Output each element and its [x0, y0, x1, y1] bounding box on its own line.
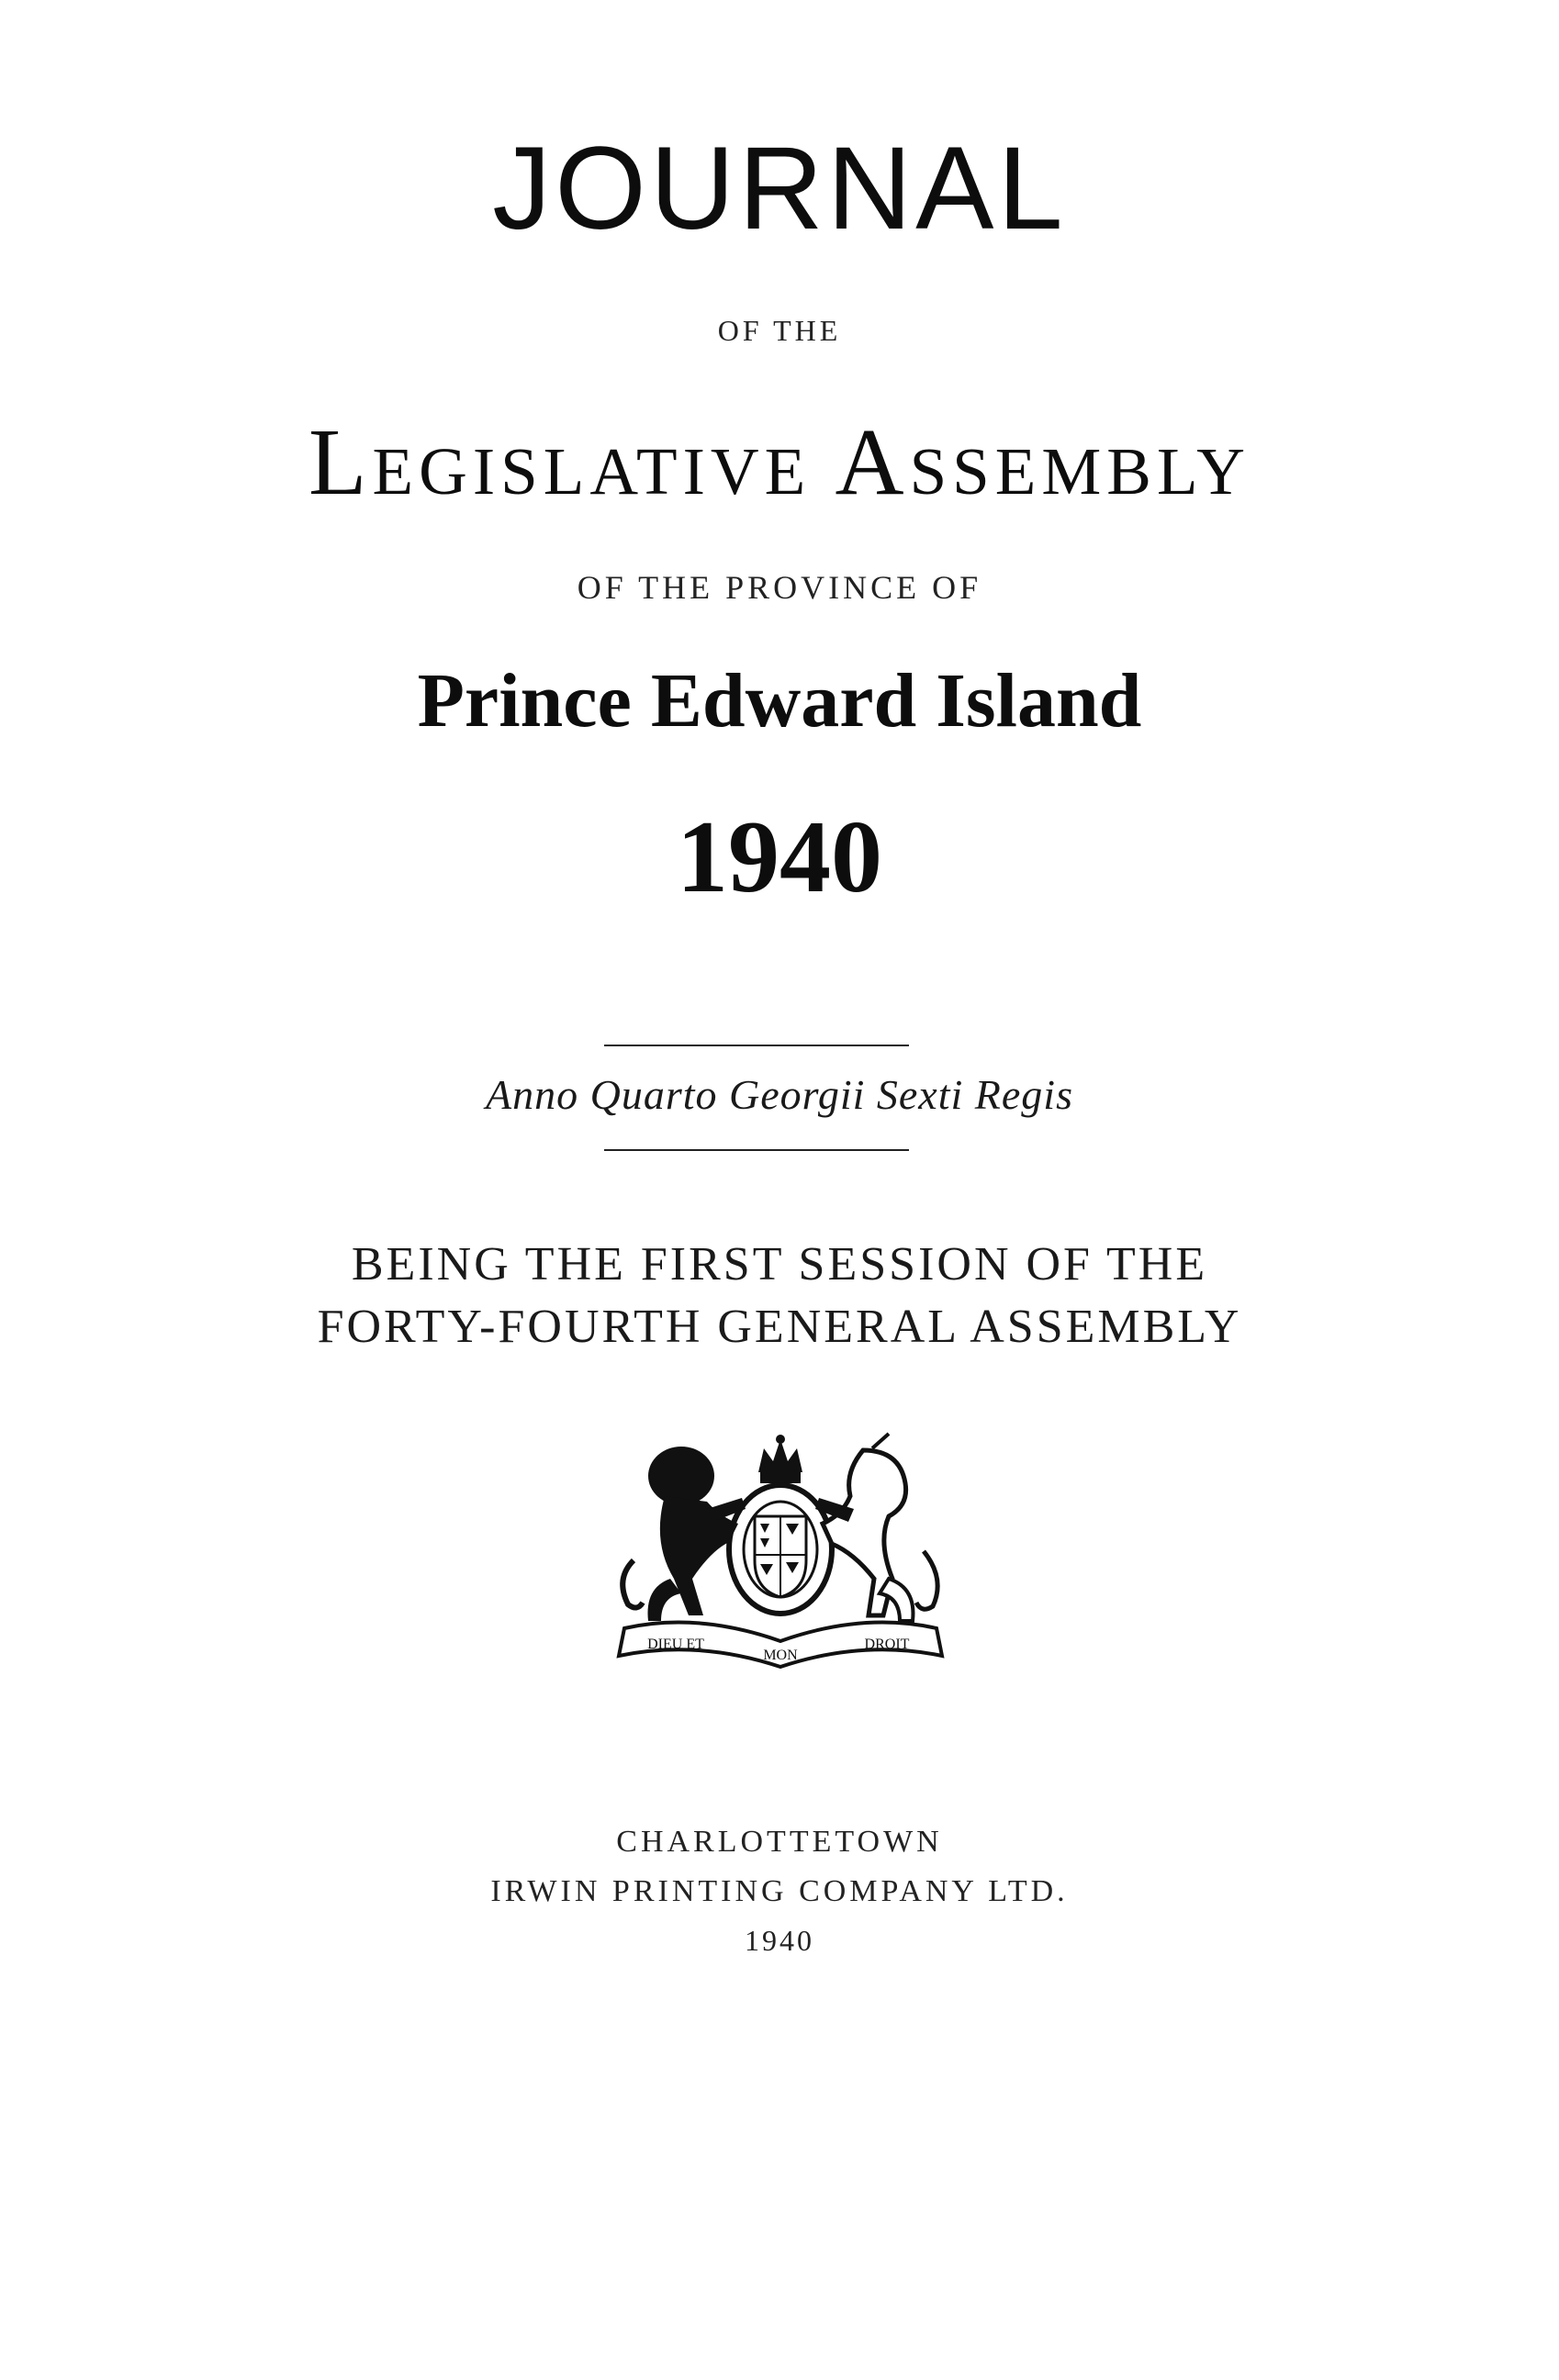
- imprint-printer: IRWIN PRINTING COMPANY LTD.: [490, 1874, 1069, 1908]
- crown-icon: [758, 1435, 802, 1483]
- shield-icon: [729, 1485, 832, 1614]
- session-line-2: FORTY-FOURTH GENERAL ASSEMBLY: [317, 1301, 1242, 1353]
- motto-center-text: MON: [763, 1648, 798, 1663]
- imprint-year: 1940: [745, 1924, 814, 1957]
- legislative-assembly-heading: Legislative Assembly: [308, 409, 1251, 515]
- motto-right-text: DROIT: [864, 1637, 910, 1652]
- journal-heading: JOURNAL: [492, 123, 1067, 254]
- of-the-province-of-text: OF THE PROVINCE OF: [577, 569, 982, 606]
- lion-icon: [622, 1447, 746, 1621]
- year-heading: 1940: [677, 800, 882, 914]
- province-name-heading: Prince Edward Island: [417, 658, 1142, 743]
- session-line-1: BEING THE FIRST SESSION OF THE: [351, 1238, 1208, 1291]
- unicorn-icon: [815, 1434, 937, 1621]
- of-the-text: OF THE: [717, 314, 842, 347]
- motto-left-text: DIEU ET: [647, 1637, 704, 1652]
- imprint-city: CHARLOTTETOWN: [616, 1825, 943, 1859]
- bottom-divider: [604, 1149, 909, 1151]
- regnal-year-text: Anno Quarto Georgii Sexti Regis: [486, 1071, 1073, 1118]
- top-divider: [604, 1045, 909, 1046]
- royal-coat-of-arms-icon: [597, 1432, 964, 1670]
- motto-ribbon: [619, 1623, 942, 1667]
